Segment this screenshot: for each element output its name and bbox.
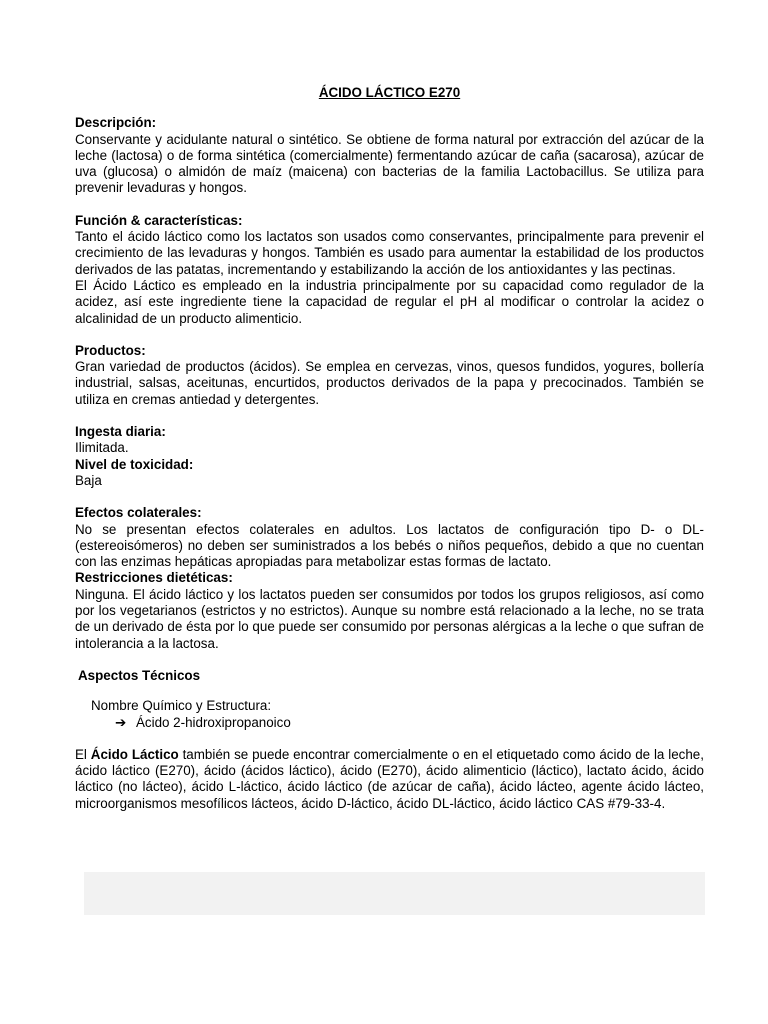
value-toxicidad: Baja [75,472,102,488]
nombre-quimico-label: Nombre Químico y Estructura: [91,698,272,714]
heading-productos: Productos: [75,342,146,358]
heading-efectos: Efectos colaterales: [75,505,202,521]
heading-funcion: Función & características: [75,212,243,228]
document-title: ÁCIDO LÁCTICO E270 [318,85,461,100]
nombre-quimico-item [75,715,704,731]
text-final [75,747,704,812]
document-body [75,85,704,812]
value-ingesta: Ilimitada. [75,440,129,456]
section-efectos [75,505,704,652]
section-aspectos [75,668,704,731]
final-bold-term: Ácido Láctico [90,746,179,762]
text-funcion-2: El Ácido Láctico es empleado en la industria principalmente por su capacidad como regulador de la acidez, así este ingrediente tiene la capacidad de regular el pH al modificar o controlar la acidez o alcalinidad de un producto alimenticio. [75,277,704,326]
heading-descripcion: Descripción: [75,115,157,131]
nombre-quimico-value: Ácido 2-hidroxipropanoico [135,714,291,730]
section-ingesta [75,424,704,489]
heading-aspectos: Aspectos Técnicos [78,667,201,683]
text-productos: Gran variedad de productos (ácidos). Se emplea en cervezas, vinos, quesos fundidos, yogures, bollería industrial, salsas, aceitunas, encurtidos, productos derivados de la papa y precocinados. También se utiliza en cremas antiedad y detergentes. [75,359,704,407]
text-funcion-1: Tanto el ácido láctico como los lactatos son usados como conservantes, principalmente para prevenir el crecimiento de las levaduras y hongos. También es usado para aumentar la estabilidad de los productos derivados de las patatas, incrementando y estabilizando la acción de los antioxidantes y las pectinas. [75,229,704,277]
final-text: también se puede encontrar comercialmente o en el etiquetado como ácido de la leche, ácido láctico (E270), ácido (ácidos láctico), ácido (E270), ácido alimenticio (láctico), lactato ácido, ácido láctico (no lácteo), ácido L-láctico, ácido láctico (de azúcar de caña), ácido lácteo, agente ácido lácteo, microorganismos mesofílicos lácteos, ácido D-láctico, ácido DL-láctico, ácido láctico CAS #79-33-4. [75,746,704,811]
section-descripcion [75,115,704,196]
heading-ingesta: Ingesta diaria: [75,424,166,440]
grey-box [84,872,705,915]
arrow-icon: ➔ [115,714,127,730]
heading-restricciones: Restricciones dietéticas: [75,570,233,586]
text-descripcion: Conservante y acidulante natural o sintético. Se obtiene de forma natural por extracción del azúcar de la leche (lactosa) o de forma sintética (comercialmente) fermentando azúcar de caña (sacarosa), azúcar de uva (glucosa) o almidón de maíz (maicena) con bacterias de la familia Lactobacillus. Se utiliza para prevenir levaduras y hongos. [75,131,704,196]
section-funcion [75,213,704,327]
section-productos [75,343,704,408]
text-efectos: No se presentan efectos colaterales en adultos. Los lactatos de configuración tipo D- o DL- (estereoisómeros) no deben ser suministrados a los bebés o niños pequeños, debido a que no cuentan con las enzimas hepáticas apropiadas para metabolizar estas formas de lactato. [75,521,704,570]
section-final [75,747,704,812]
heading-toxicidad: Nivel de toxicidad: [75,456,194,472]
text-restricciones: Ninguna. El ácido láctico y los lactatos pueden ser consumidos por todos los grupos religiosos, así como por los vegetarianos (estrictos y no estrictos). Aunque su nombre está relacionado a la leche, no se trata de un derivado de ésta por lo que puede ser consumido por personas alérgicas a la leche o que sufran de intolerancia a la lactosa. [75,586,704,651]
final-prefix: El [75,746,91,762]
